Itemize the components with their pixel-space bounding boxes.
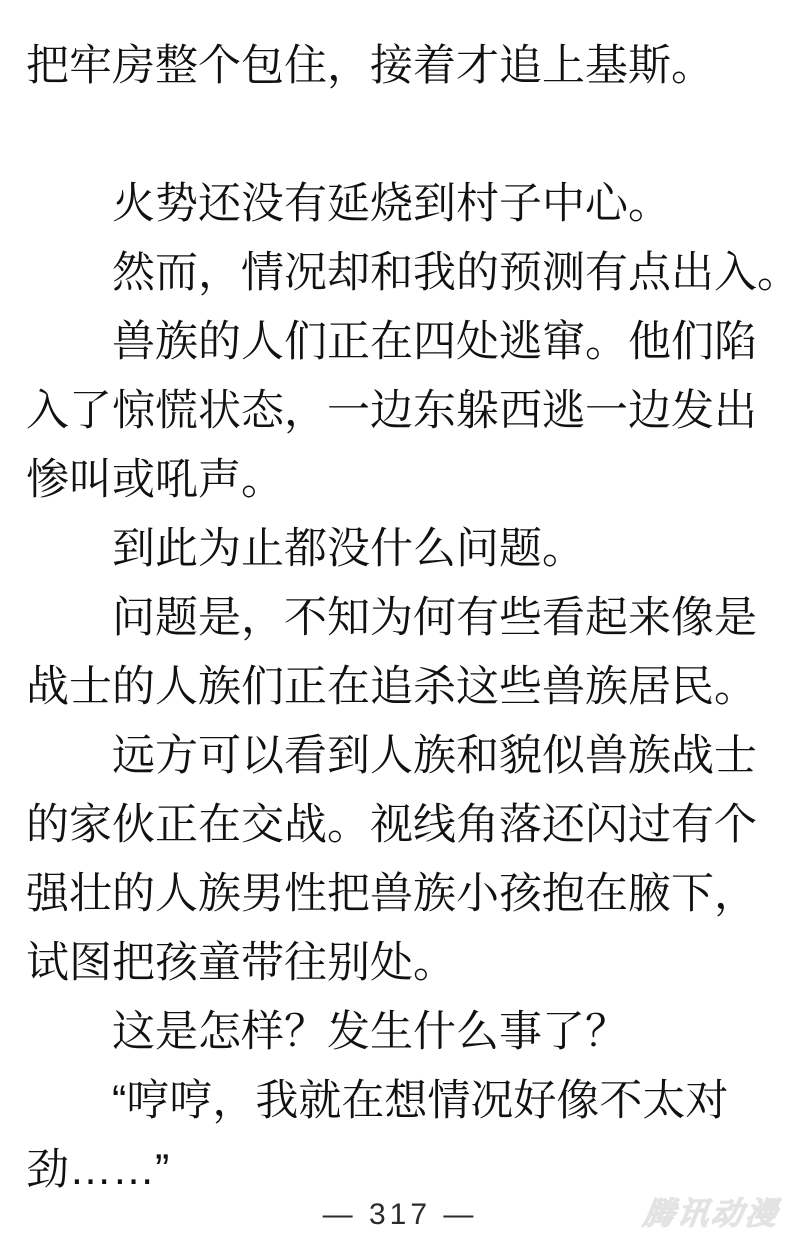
text-line: 试图把孩童带往别处。 xyxy=(26,939,456,987)
tencent-comics-watermark: 腾讯动漫 xyxy=(641,1196,783,1231)
text-line: 远方可以看到人族和貌似兽族战士 xyxy=(112,732,757,780)
body-text xyxy=(26,32,800,1205)
text-line: 惨叫或吼声。 xyxy=(26,456,284,504)
page-number: — 317 — xyxy=(322,1198,478,1231)
text-line: 问题是，不知为何有些看起来像是 xyxy=(112,594,757,642)
text-line: 把牢房整个包住，接着才追上基斯。 xyxy=(26,42,714,90)
text-line: 的家伙正在交战。视线角落还闪过有个 xyxy=(26,801,757,849)
text-line: 然而，情况却和我的预测有点出入。 xyxy=(112,249,800,297)
text-line: 火势还没有延烧到村子中心。 xyxy=(112,180,671,228)
text-line: 这是怎样？发生什么事了？ xyxy=(112,1008,628,1056)
text-line: 强壮的人族男性把兽族小孩抱在腋下， xyxy=(26,870,757,918)
text-line: 到此为止都没什么问题。 xyxy=(112,525,585,573)
text-line: 入了惊慌状态，一边东躲西逃一边发出 xyxy=(26,387,757,435)
text-line: 兽族的人们正在四处逃窜。他们陷 xyxy=(112,318,757,366)
text-line: “哼哼，我就在想情况好像不太对 xyxy=(112,1077,729,1125)
paragraph-gap xyxy=(26,101,782,170)
text-line: 战士的人族们正在追杀这些兽族居民。 xyxy=(26,663,757,711)
text-line: 劲……” xyxy=(26,1146,170,1194)
